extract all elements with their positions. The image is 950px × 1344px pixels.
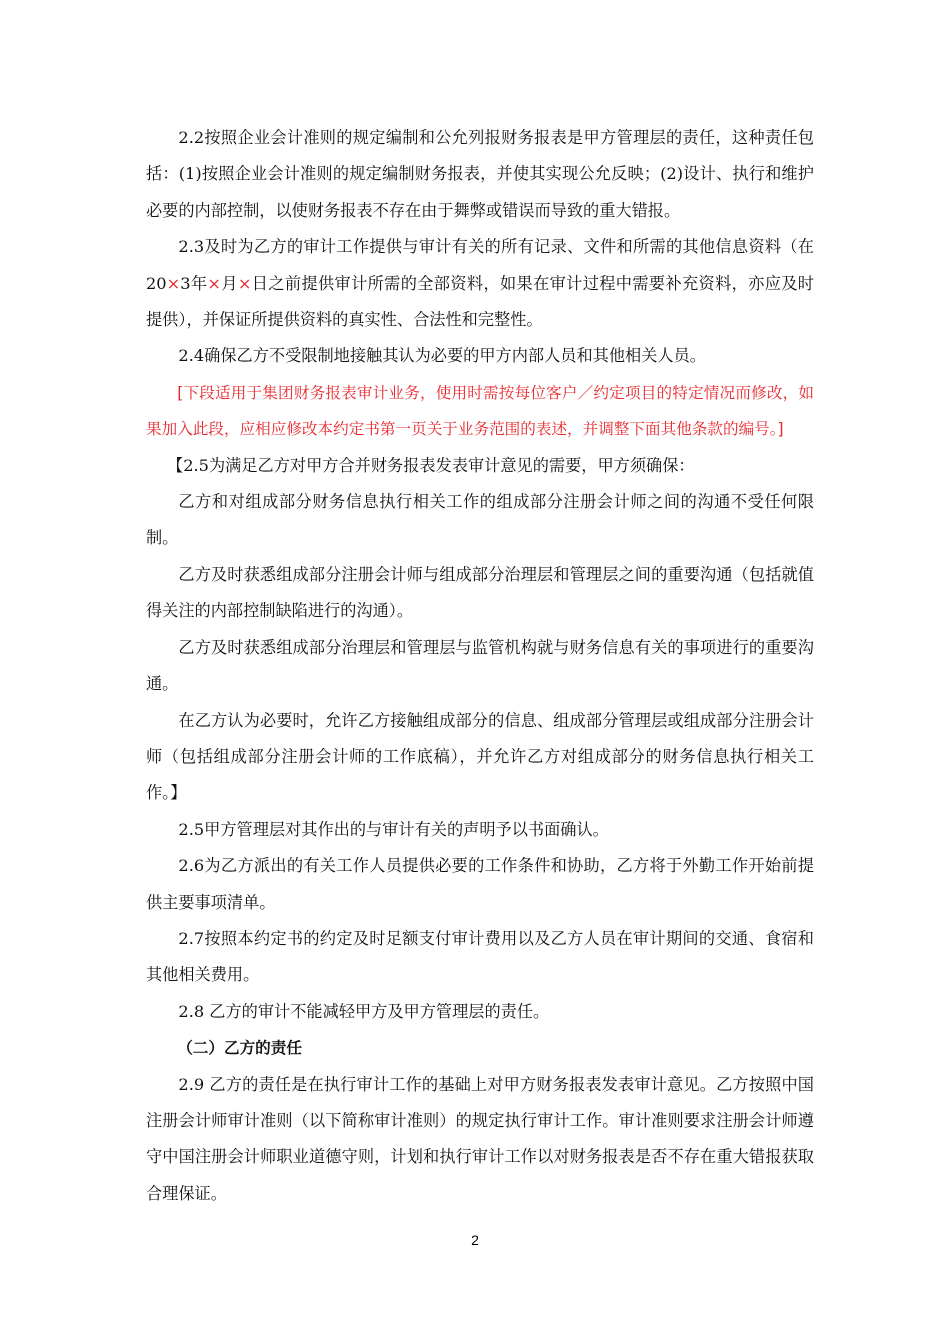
placeholder-mark-3: ×: [237, 273, 252, 293]
paragraph-2-4: 2.4确保乙方不受限制地接触其认为必要的甲方内部人员和其他相关人员。: [178, 346, 706, 366]
paragraph-2-8: 2.8 乙方的审计不能减轻甲方及甲方管理层的责任。: [178, 1001, 550, 1021]
paragraph-2-3-text-2: 3年: [180, 273, 208, 293]
paragraph-2-7: 2.7按照本约定书的约定及时足额支付审计费用以及乙方人员在审计期间的交通、食宿和其他相关费用。: [146, 928, 814, 985]
paragraph-2-3: [146, 229, 814, 338]
paragraph-2-3-text-3: 月: [220, 273, 238, 293]
group-requirement-3: 乙方及时获悉组成部分治理层和管理层与监管机构就与财务信息有关的事项进行的重要沟通。: [146, 637, 814, 694]
placeholder-mark-1: ×: [166, 273, 181, 293]
paragraph-2-6: 2.6为乙方派出的有关工作人员提供必要的工作条件和协助，乙方将于外勤工作开始前提供主要事项清单。: [146, 856, 814, 912]
paragraph-2-9: 2.9 乙方的责任是在执行审计工作的基础上对甲方财务报表发表审计意见。乙方按照中国注册会计师审计准则（以下简称审计准则）的规定执行审计工作。审计准则要求注册会计师遵守中国注册会计师职业道德守则，计划和执行审计工作以对财务报表是否不存在重大错报获取合理保证。: [146, 1074, 814, 1203]
paragraph-2-5: 2.5甲方管理层对其作出的与审计有关的声明予以书面确认。: [178, 819, 609, 839]
section-heading: （二）乙方的责任: [177, 1039, 302, 1058]
document-body: [146, 120, 814, 1212]
placeholder-mark-2: ×: [207, 273, 221, 293]
group-requirement-1: 乙方和对组成部分财务信息执行相关工作的组成部分注册会计师之间的沟通不受任何限制。: [146, 492, 814, 548]
editorial-note: [下段适用于集团财务报表审计业务，使用时需按每位客户／约定项目的特定情况而修改，如果加入此段，应相应修改本约定书第一页关于业务范围的表述，并调整下面其他条款的编号。]: [146, 383, 814, 439]
paragraph-2-3-text-4: 日之前提供审计所需的全部资料，如果在审计过程中需要补充资料，亦应及时提供），并保证所提供资料的真实性、合法性和完整性。: [146, 273, 814, 330]
group-requirement-4: 在乙方认为必要时，允许乙方接触组成部分的信息、组成部分管理层或组成部分注册会计师（包括组成部分注册会计师的工作底稿），并允许乙方对组成部分的财务信息执行相关工作。】: [146, 710, 814, 803]
paragraph-2-5-group-intro: 【2.5为满足乙方对甲方合并财务报表发表审计意见的需要，甲方须确保：: [167, 455, 695, 475]
page-number: 2: [471, 1232, 479, 1248]
paragraph-2-3-text-1: 2.3及时为乙方的审计工作提供与审计有关的所有记录、文件和所需的其他信息资料（在20: [146, 237, 814, 293]
paragraph-2-2: 2.2按照企业会计准则的规定编制和公允列报财务报表是甲方管理层的责任，这种责任包括：(1)按照企业会计准则的规定编制财务报表，并使其实现公允反映；(2)设计、执行和维护必要的内部控制，以使财务报表不存在由于舞弊或错误而导致的重大错报。: [146, 128, 814, 220]
group-requirement-2: 乙方及时获悉组成部分注册会计师与组成部分治理层和管理层之间的重要沟通（包括就值得关注的内部控制缺陷进行的沟通）。: [146, 564, 814, 621]
